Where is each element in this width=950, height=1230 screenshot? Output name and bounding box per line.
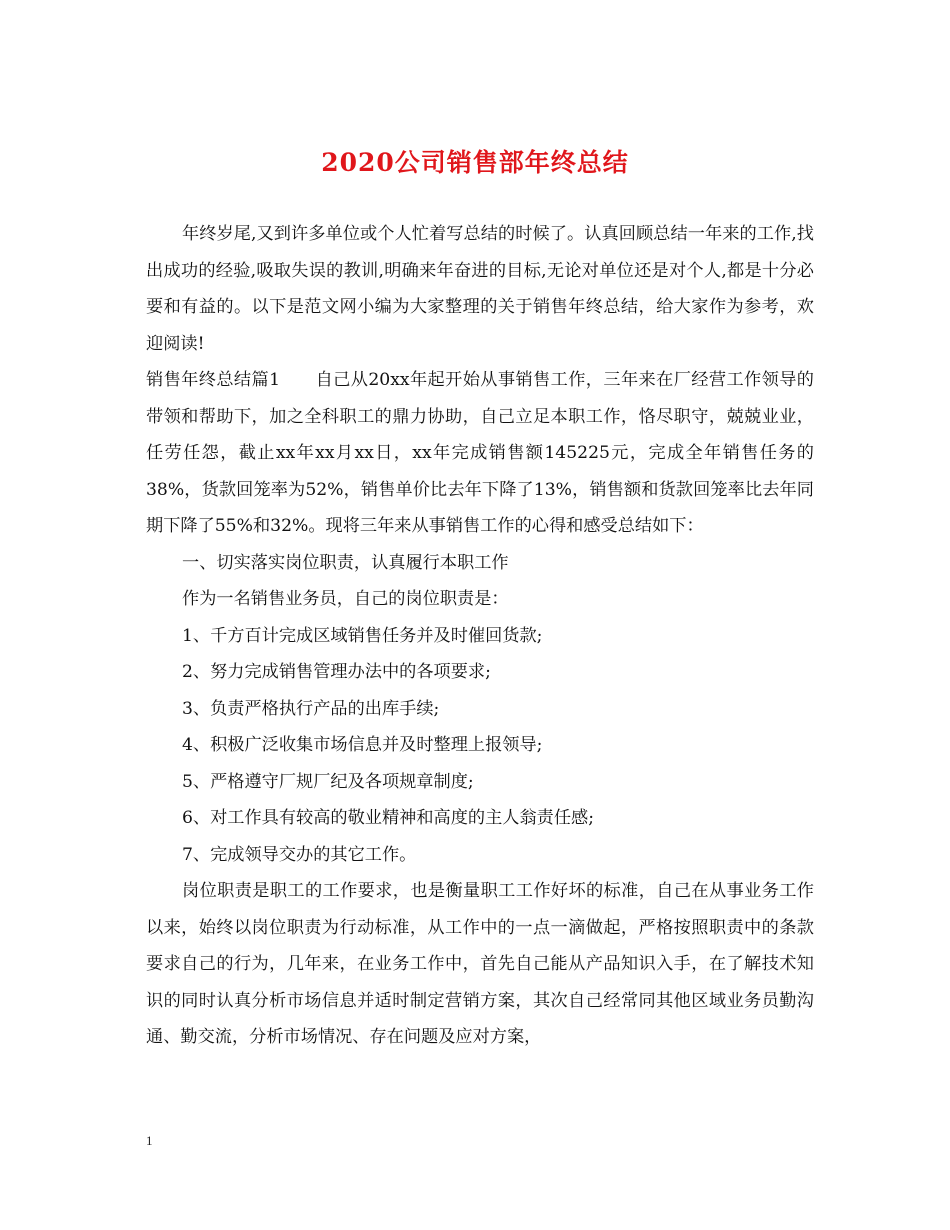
- duty-item-4: 4、积极广泛收集市场信息并及时整理上报领导;: [182, 735, 543, 755]
- duty-item-2: 2、努力完成销售管理办法中的各项要求;: [182, 662, 491, 682]
- section-paragraph-1: 销售年终总结篇1 自己从20xx年起开始从事销售工作，三年来在厂经营工作领导的带领和帮助下，加之全科职工的鼎力协助，自己立足本职工作，恪尽职守，兢兢业业，任劳任怨，截止xx年xx月xx日，xx年完成销售额145225元，完成全年销售任务的38%，货款回笼率为52%，销售单价比去年下降了13%，销售额和货款回笼率比去年同期下降了55%和32%。现将三年来从事销售工作的心得和感受总结如下：: [146, 370, 814, 536]
- document-body: [146, 216, 814, 1056]
- page-number: 1: [146, 1133, 153, 1148]
- intro-paragraph: 年终岁尾,又到许多单位或个人忙着写总结的时候了。认真回顾总结一年来的工作,找出成功的经验,吸取失误的教训,明确来年奋进的目标,无论对单位还是对个人,都是十分必要和有益的。以下是范文网小编为大家整理的关于销售年终总结，给大家作为参考，欢迎阅读!: [146, 224, 814, 354]
- document-title: 2020公司销售部年终总结: [321, 148, 629, 177]
- closing-paragraph: 岗位职责是职工的工作要求，也是衡量职工工作好坏的标准，自己在从事业务工作以来，始终以岗位职责为行动标准，从工作中的一点一滴做起，严格按照职责中的条款要求自己的行为，几年来，在业务工作中，首先自己能从产品知识入手，在了解技术知识的同时认真分析市场信息并适时制定营销方案，其次自己经常同其他区域业务员勤沟通、勤交流，分析市场情况、存在问题及应对方案，: [146, 881, 814, 1047]
- duty-item-7: 7、完成领导交办的其它工作。: [182, 844, 417, 865]
- duty-item-6: 6、对工作具有较高的敬业精神和高度的主人翁责任感;: [182, 808, 595, 828]
- duty-item-1: 1、千方百计完成区域销售任务并及时催回货款;: [182, 625, 543, 646]
- duty-item-5: 5、严格遵守厂规厂纪及各项规章制度;: [182, 771, 474, 792]
- heading-duties: 一、切实落实岗位职责，认真履行本职工作: [182, 552, 509, 573]
- duty-item-3: 3、负责严格执行产品的出库手续;: [182, 698, 440, 719]
- duties-intro: 作为一名销售业务员，自己的岗位职责是：: [182, 589, 509, 609]
